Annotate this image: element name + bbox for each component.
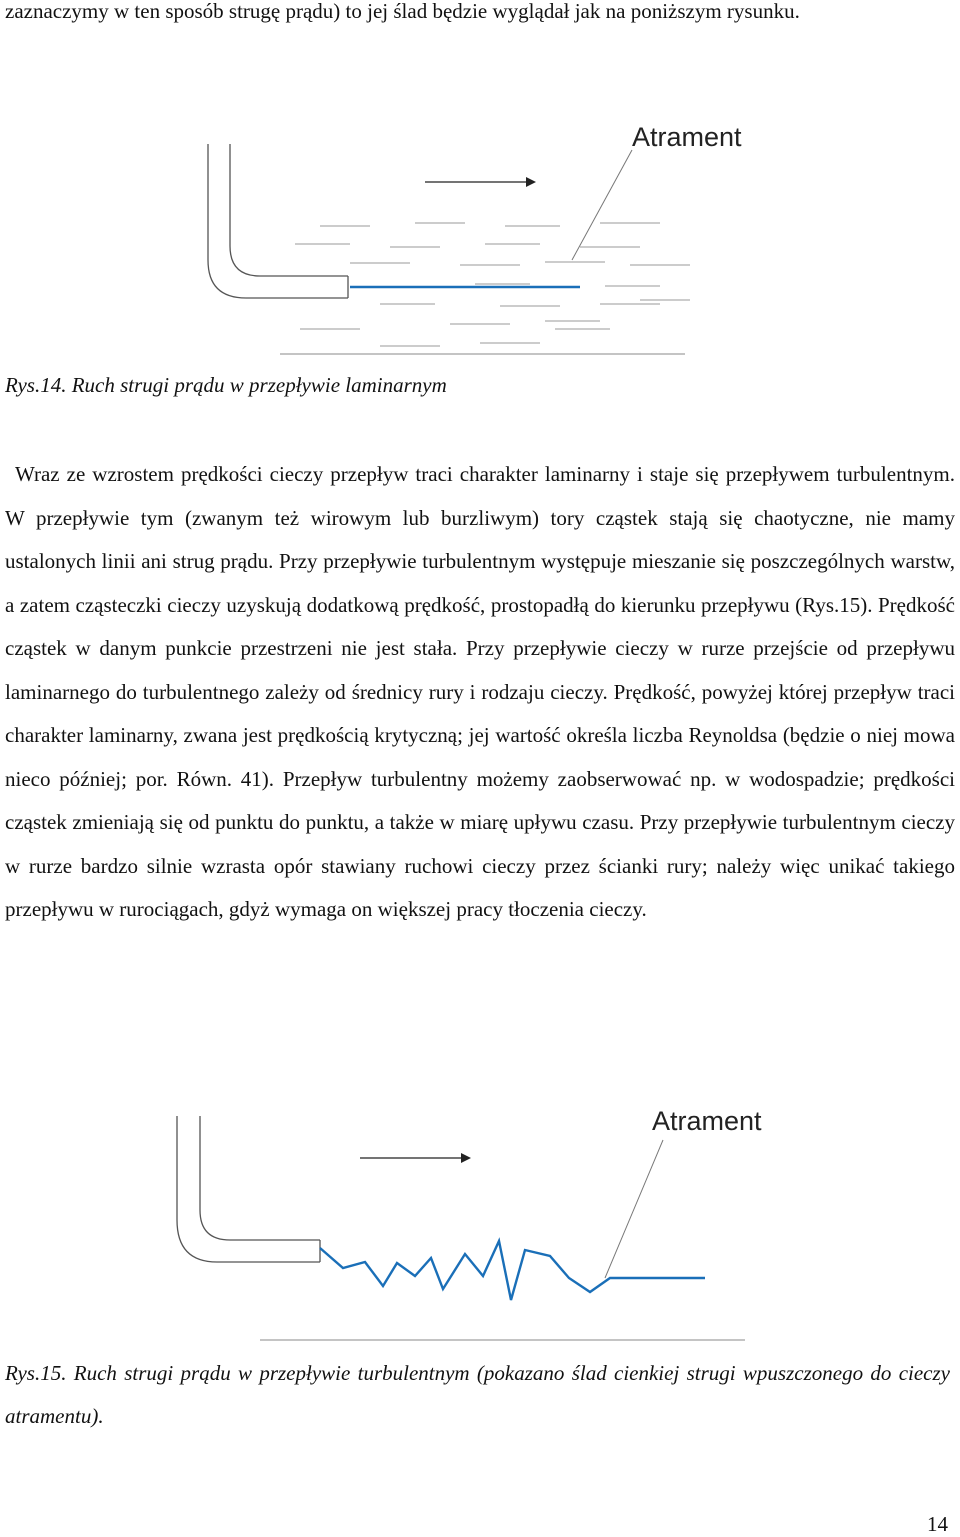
flow-arrow-head — [461, 1153, 471, 1163]
ink-trace-turbulent — [320, 1241, 705, 1300]
label-leader — [572, 150, 632, 260]
page-number: 14 — [927, 1512, 948, 1536]
tube-inner-wall — [230, 144, 348, 276]
tube-inner-wall — [200, 1116, 320, 1240]
water-lines — [295, 223, 690, 346]
body-paragraph: Wraz ze wzrostem prędkości cieczy przepływ traci charakter laminarny i staje się przepływem turbulentnym. W przepływie tym (zwanym też wirowym lub burzliwym) tory cząstek stają się chaotyczne, nie mamy ustalonych linii ani strug prądu. Przy przepływie turbulentnym występuje mieszanie się poszczególnych warstw, a zatem cząsteczki cieczy uzyskują dodatkową prędkość, prostopadłą do kierunku przepływu (Rys.15). Prędkość cząstek w danym punkcie przestrzeni nie jest stała. Przy przepływie cieczy w rurze przejście od przepływu laminarnego do turbulentnego zależy od średnicy rury i rodzaju cieczy. Prędkość, powyżej której przepływ traci charakter laminarny, zwana jest prędkością krytyczną; jej wartość określa liczba Reynoldsa (będzie o niej mowa nieco później; por. Równ. 41). Przepływ turbulentny możemy zaobserwować np. w wodospadzie; prędkości cząstek zmieniają się od punktu do punktu, a także w miarę upływu czasu. Przy przepływie turbulentnym cieczy w rurze bardzo silnie wzrasta opór stawiany ruchowi cieczy przez ścianki rury; należy więc unikać takiego przepływu w rurociągach, gdyż wymaga on większej pracy tłoczenia cieczy. — [5, 462, 955, 921]
figure-laminar-flow — [200, 110, 760, 360]
figure-turbulent-flow — [165, 1100, 805, 1345]
label-leader — [605, 1140, 663, 1278]
intro-text: zaznaczymy w ten sposób strugę prądu) to jej ślad będzie wyglądał jak na poniższym rysunku. — [5, 0, 800, 23]
flow-arrow-head — [526, 177, 536, 187]
ink-label: Atrament — [652, 1106, 762, 1136]
figure-14-caption: Rys.14. Ruch strugi prądu w przepływie laminarnym — [5, 373, 447, 397]
figure-15-caption: Rys.15. Ruch strugi prądu w przepływie turbulentnym (pokazano ślad cienkiej strugi wpuszczonego do cieczy atramentu). — [5, 1361, 950, 1428]
ink-label: Atrament — [632, 122, 742, 152]
tube-outer-wall — [208, 144, 348, 298]
